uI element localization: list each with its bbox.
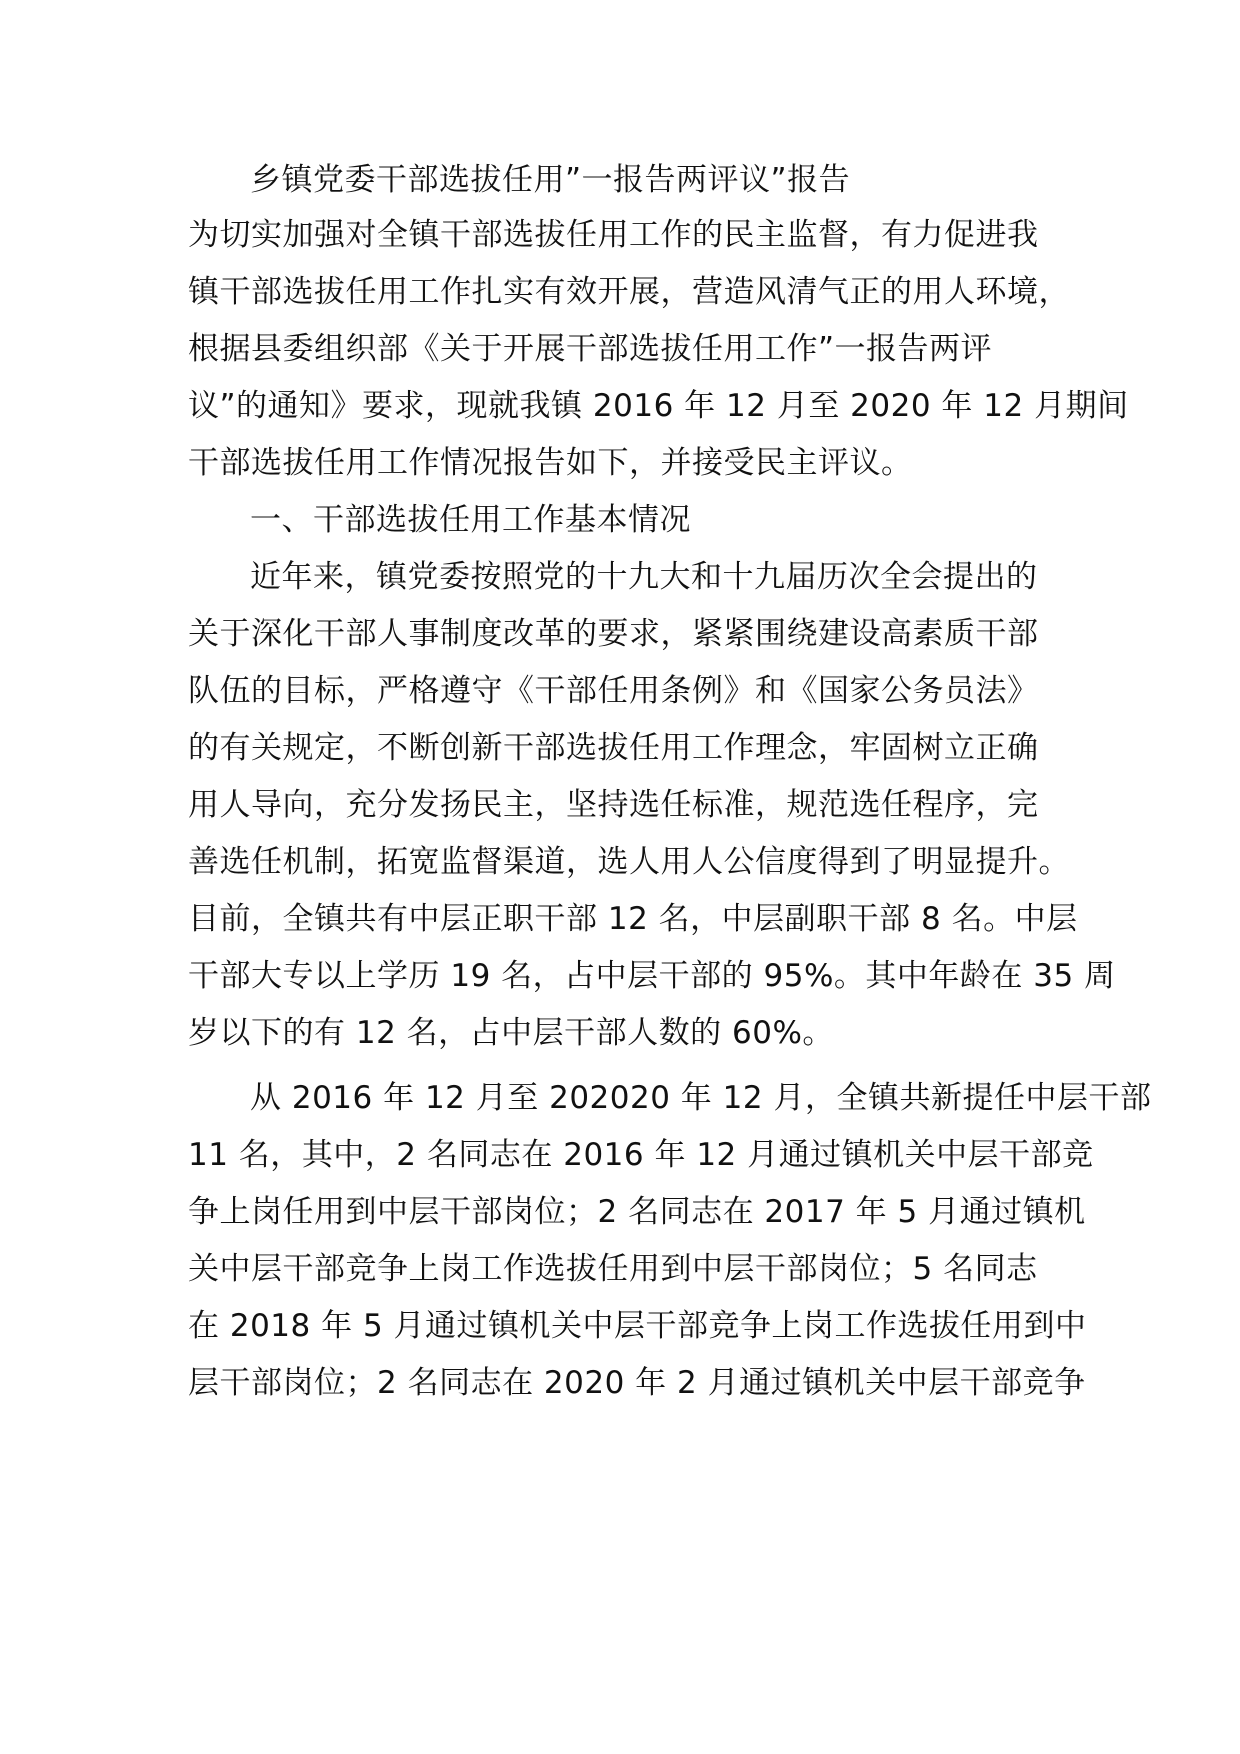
paragraph-line: 目前，全镇共有中层正职干部 12 名，中层副职干部 8 名。中层 — [188, 901, 1078, 937]
paragraph-line: 队伍的目标，严格遵守《干部任用条例》和《国家公务员法》 — [188, 673, 1039, 709]
document-title: 乡镇党委干部选拔任用”一报告两评议”报告 — [250, 162, 851, 198]
paragraph-line: 善选任机制，拓宽监督渠道，选人用人公信度得到了明显提升。 — [188, 844, 1070, 880]
paragraph-line: 根据县委组织部《关于开展干部选拔任用工作”一报告两评 — [188, 331, 993, 367]
paragraph-line: 层干部岗位；2 名同志在 2020 年 2 月通过镇机关中层干部竞争 — [188, 1365, 1086, 1401]
paragraph-line: 岁以下的有 12 名，占中层干部人数的 60%。 — [188, 1015, 834, 1051]
paragraph-line: 镇干部选拔任用工作扎实有效开展，营造风清气正的用人环境， — [188, 274, 1070, 310]
paragraph-line: 用人导向，充分发扬民主，坚持选任标准，规范选任程序，完 — [188, 787, 1039, 823]
section-heading: 一、干部选拔任用工作基本情况 — [250, 502, 691, 538]
paragraph-line: 从 2016 年 12 月至 202020 年 12 月，全镇共新提任中层干部 — [250, 1080, 1152, 1116]
paragraph-line: 争上岗任用到中层干部岗位；2 名同志在 2017 年 5 月通过镇机 — [188, 1194, 1086, 1230]
paragraph-line: 近年来，镇党委按照党的十九大和十九届历次全会提出的 — [250, 559, 1038, 595]
paragraph-line: 关于深化干部人事制度改革的要求，紧紧围绕建设高素质干部 — [188, 616, 1039, 652]
paragraph-line: 的有关规定，不断创新干部选拔任用工作理念，牢固树立正确 — [188, 730, 1039, 766]
paragraph-line: 为切实加强对全镇干部选拔任用工作的民主监督，有力促进我 — [188, 217, 1039, 253]
paragraph-line: 在 2018 年 5 月通过镇机关中层干部竞争上岗工作选拔任用到中 — [188, 1308, 1087, 1344]
paragraph-line: 11 名，其中，2 名同志在 2016 年 12 月通过镇机关中层干部竞 — [188, 1137, 1094, 1173]
paragraph-line: 关中层干部竞争上岗工作选拔任用到中层干部岗位；5 名同志 — [188, 1251, 1038, 1287]
paragraph-line: 干部大专以上学历 19 名，占中层干部的 95%。其中年龄在 35 周 — [188, 958, 1116, 994]
paragraph-line: 干部选拔任用工作情况报告如下，并接受民主评议。 — [188, 445, 913, 481]
paragraph-line: 议”的通知》要求，现就我镇 2016 年 12 月至 2020 年 12 月期间 — [188, 388, 1129, 424]
